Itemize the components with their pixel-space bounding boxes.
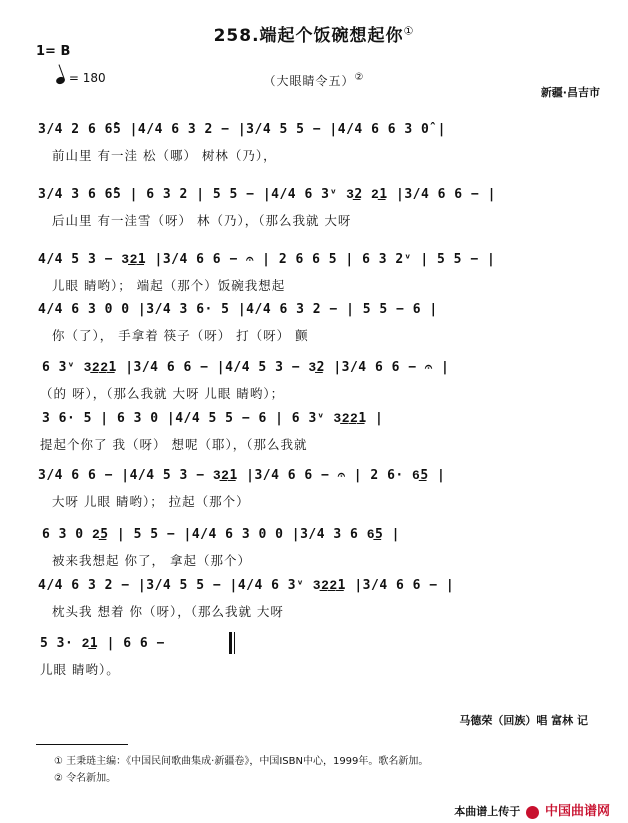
site-logo-text[interactable]: 中国曲谱网 — [544, 804, 610, 819]
final-barline — [229, 632, 232, 654]
performer-credit: 马德荣（回族）唱 富林 记 — [459, 714, 588, 727]
lyrics-line: 大呀 儿眼 睛哟）； 拉起（那个） — [52, 494, 250, 509]
notation-line: 3 6· 5 | 6 3 0 |4/4 5 5 − 6 | 6 3ᵛ 3͟2͟2͟1 | — [42, 411, 384, 426]
site-logo-icon — [526, 806, 539, 819]
tempo-marking: = 180 — [56, 71, 106, 85]
notation-line: 4/4 6 3 0 0 |3/4 3 6· 5 |4/4 6 3 2 − | 5 5 − 6 | — [38, 302, 438, 317]
notation-line: 3/4 6 6 − |4/4 5 3 − 3͟2͟1 |3/4 6 6 − 𝄐 | 2 6· 6͟5 | — [38, 468, 446, 483]
footnote: ① 王秉琏主编：《中国民间歌曲集成·新疆卷》，中国ISBN中心，1999年。歌名新加。 — [54, 756, 429, 767]
lyrics-line: 提起个你了 我（呀） 想呢（耶），（那么我就 — [40, 437, 308, 452]
notation-line: 6 3 0 2͟5 | 5 5 − |4/4 6 3 0 0 |3/4 3 6 6͟5 | — [42, 527, 400, 542]
source-footer: 本曲谱上传于 中国曲谱网 — [454, 804, 610, 819]
song-subtitle: （大眼睛令五）② — [263, 72, 365, 88]
footnote: ② 令名新加。 — [54, 773, 117, 784]
notation-line: 5 3· 2͟1 | 6 6 − — [40, 636, 165, 651]
notation-line: 4/4 5 3 − 3͟2͟1 |3/4 6 6 − 𝄐 | 2 6 6 5 | 6 3 2ᵛ | 5 5 − | — [38, 252, 496, 267]
key-signature: 1= B — [36, 44, 71, 59]
notation-line: 3/4 3 6 6̂5 | 6 3 2 | 5 5 − |4/4 6 3ᵛ 3͟2 2͟1 |3/4 6 6 − | — [38, 187, 496, 202]
notation-line: 3/4 2 6 6̂5 |4/4 6 3 2 − |3/4 5 5 − |4/4 6 6 3 0̂ | — [38, 122, 447, 137]
lyrics-line: 你（了）， 手拿着 筷子（呀） 打（呀） 颤 — [52, 328, 309, 343]
lyrics-line: 前山里 有一洼 松（哪） 树林（乃）， — [52, 148, 277, 163]
lyrics-line: 儿眼 睛哟）； 端起（那个）饭碗我想起 — [52, 278, 286, 293]
song-region: 新疆·昌吉市 — [540, 86, 600, 99]
lyrics-line: 枕头我 想着 你（呀），（那么我就 大呀 — [52, 604, 284, 619]
lyrics-line: 被来我想起 你了， 拿起（那个） — [52, 553, 251, 568]
lyrics-line: （的 呀），（那么我就 大呀 儿眼 睛哟）； — [40, 386, 285, 401]
lyrics-line: 后山里 有一洼雪（呀） 林（乃），（那么我就 大呀 — [52, 213, 352, 228]
final-barline-thin — [234, 632, 235, 654]
notation-line: 4/4 6 3 2 − |3/4 5 5 − |4/4 6 3ᵛ 3͟2͟2͟1 |3/4 6 6 − | — [38, 578, 455, 593]
footnote-divider — [36, 744, 128, 745]
song-title: 258.端起个饭碗想起你① — [213, 24, 415, 46]
notation-line: 6 3ᵛ 3͟2͟2͟1 |3/4 6 6 − |4/4 5 3 − 3͟2 |3/4 6 6 − 𝄐 | — [42, 360, 450, 375]
lyrics-line: 儿眼 睛哟）。 — [40, 662, 120, 677]
